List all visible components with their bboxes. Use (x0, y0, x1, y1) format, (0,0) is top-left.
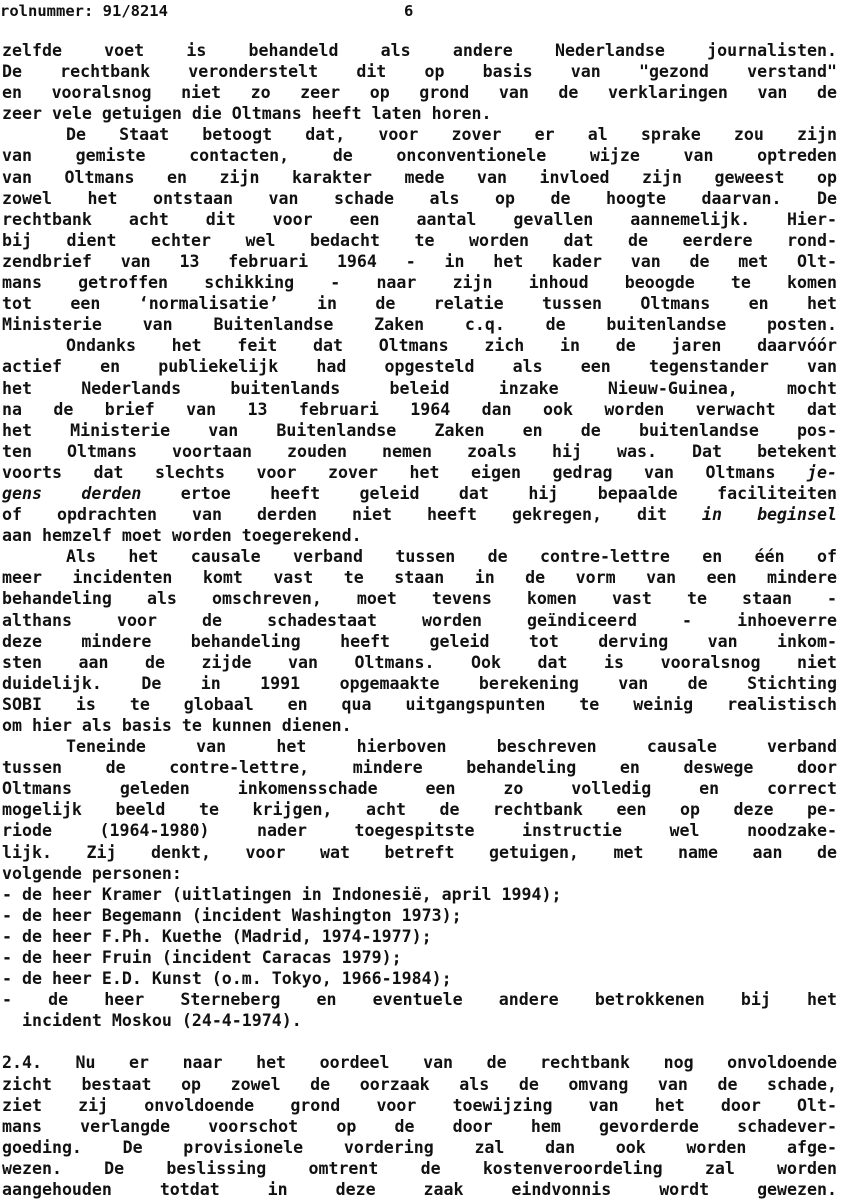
text-line-content: - de heer F.Ph. Kuethe (Madrid, 1974-1977); (2, 926, 432, 946)
text-line (2, 905, 837, 926)
text-line (2, 399, 837, 420)
text-line-content: - de heer Begemann (incident Washington 1973); (2, 905, 462, 925)
text-line-content: volgende personen: (2, 863, 182, 883)
text-line-content: goeding. De provisionele vordering zal dan ook worden afge- (2, 1137, 837, 1157)
text-line-content: tussen de contre-lettre, mindere behandeling en deswege door (2, 758, 837, 778)
text-line (2, 799, 837, 820)
text-line-content: mans getroffen schikking - naar zijn inhoud beoogde te komen (2, 273, 837, 293)
text-line (2, 820, 837, 841)
paragraph-gap (2, 1031, 837, 1052)
text-line-content: - de heer Kramer (uitlatingen in Indonesië, april 1994); (2, 884, 562, 904)
text-line (2, 694, 837, 715)
text-line (2, 356, 837, 377)
text-line-content: of opdrachten van derden niet heeft gekregen, dit (2, 505, 703, 525)
document-body (2, 40, 837, 1200)
text-line-content: behandeling als omschreven, moet tevens komen vast te staan - (2, 589, 837, 609)
text-line-content: zelfde voet is behandeld als andere Nederlandse journalisten. (2, 41, 837, 60)
text-line-content: tot een ‘normalisatie’ in de relatie tussen Oltmans en het (2, 294, 837, 314)
text-line (2, 103, 837, 124)
text-line-content: De rechtbank veronderstelt dit op basis van "gezond verstand" (2, 62, 837, 82)
text-line-content: incident Moskou (24-4-1974). (22, 1011, 302, 1031)
text-line-content: Ondanks het feit dat Oltmans zich in de jaren daarvóór (66, 336, 837, 356)
text-line-content: zowel het ontstaan van schade als op de hoogte daarvan. De (2, 188, 837, 208)
text-line-content: actief en publiekelijk had opgesteld als een tegenstander van (2, 357, 837, 377)
text-line-content: mans verlangde voorschot op de door hem gevorderde schadever- (2, 1116, 837, 1136)
text-line (2, 736, 837, 757)
text-line (2, 673, 837, 694)
text-line-content: - de heer Sterneberg en eventuele andere betrokkenen bij het (2, 990, 837, 1010)
text-line (2, 1179, 837, 1200)
text-line-content: na de brief van 13 februari 1964 dan ook worden verwacht dat (2, 399, 837, 419)
text-line-content: SOBI is te globaal en qua uitgangspunten te weinig realistisch (2, 694, 837, 714)
text-line-content: Teneinde van het hierboven beschreven causale verband (66, 737, 837, 757)
text-line-content: Oltmans geleden inkomensschade een zo volledig en correct (2, 779, 837, 799)
text-line (2, 1074, 837, 1095)
text-line (2, 335, 837, 356)
text-line (2, 378, 837, 399)
text-line (2, 947, 837, 968)
text-line (2, 293, 837, 314)
text-line-content: rechtbank acht dit voor een aantal gevallen aannemelijk. Hier- (2, 209, 837, 229)
text-line (2, 40, 837, 61)
emphasis-text: in beginsel (702, 505, 837, 525)
text-line-content: ten Oltmans voortaan zouden nemen zoals hij was. Dat betekent (2, 441, 837, 461)
emphasis-text: je- (807, 462, 837, 482)
text-line (2, 525, 837, 546)
text-line-content: Ministerie van Buitenlandse Zaken c.q. de buitenlandse posten. (2, 315, 837, 335)
text-line-content: en vooralsnog niet zo zeer op grond van de verklaringen van de (2, 83, 837, 103)
text-line (2, 61, 837, 82)
text-line-content: - de heer Fruin (incident Caracas 1979); (2, 948, 402, 968)
text-line (2, 1116, 837, 1137)
text-line (2, 167, 837, 188)
text-line (2, 842, 837, 863)
text-line (2, 188, 837, 209)
page-header (0, 0, 841, 22)
text-line-content: mogelijk beeld te krijgen, acht de rechtbank een op deze pe- (2, 800, 837, 820)
text-line (2, 778, 837, 799)
text-line (2, 1052, 837, 1073)
text-line (2, 314, 837, 335)
text-line (2, 652, 837, 673)
text-line (2, 588, 837, 609)
text-line (2, 968, 837, 989)
text-line (2, 863, 837, 884)
text-line (2, 631, 837, 652)
text-line (2, 462, 837, 483)
text-line (2, 567, 837, 588)
text-line (2, 272, 837, 293)
text-line (2, 884, 837, 905)
text-line (2, 757, 837, 778)
text-line-content: zendbrief van 13 februari 1964 - in het kader van de met Olt- (2, 251, 837, 271)
text-line-content: het Ministerie van Buitenlandse Zaken en de buitenlandse pos- (2, 420, 837, 440)
text-line-content: voorts dat slechts voor zover het eigen gedrag van Oltmans (2, 462, 808, 482)
text-line-content: zeer vele getuigen die Oltmans heeft laten horen. (2, 104, 492, 124)
text-line (2, 926, 837, 947)
text-line-content: althans voor de schadestaat worden geïndiceerd - inhoeverre (2, 610, 837, 630)
text-line-content: van gemiste contacten, de onconventionele wijze van optreden (2, 146, 837, 166)
text-line-content: van Oltmans en zijn karakter mede van invloed zijn geweest op (2, 167, 837, 187)
text-line-content: duidelijk. De in 1991 opgemaakte berekening van de Stichting (2, 673, 837, 693)
text-line-content: sten aan de zijde van Oltmans. Ook dat is vooralsnog niet (2, 652, 837, 672)
text-line (2, 209, 837, 230)
text-line (2, 1137, 837, 1158)
text-line (2, 546, 837, 567)
page-number: 6 (404, 2, 414, 20)
text-line-content: deze mindere behandeling heeft geleid tot derving van inkom- (2, 631, 837, 651)
text-line-content: Als het causale verband tussen de contre-lettre en één of (66, 547, 837, 567)
text-line (2, 989, 837, 1010)
text-line-content: zicht bestaat op zowel de oorzaak als de omvang van de schade, (2, 1074, 837, 1094)
text-line (2, 420, 837, 441)
text-line-content: ziet zij onvoldoende grond voor toewijzing van het door Olt- (2, 1095, 837, 1115)
text-line (2, 1010, 837, 1031)
case-number: rolnummer: 91/8214 (0, 2, 168, 20)
text-line-content: lijk. Zij denkt, voor wat betreft getuigen, met name aan de (2, 842, 837, 862)
text-line (2, 1095, 837, 1116)
text-line-content: riode (1964-1980) nader toegespitste instructie wel noodzake- (2, 821, 837, 841)
emphasis-text: gens derden (2, 483, 142, 503)
text-line-content: - de heer E.D. Kunst (o.m. Tokyo, 1966-1984); (2, 969, 452, 989)
text-line-content: De Staat betoogt dat, voor zover er al sprake zou zijn (66, 125, 837, 145)
text-line-content: wezen. De beslissing omtrent de kostenveroordeling zal worden (2, 1158, 837, 1178)
text-line-content: het Nederlands buitenlands beleid inzake Nieuw-Guinea, mocht (2, 378, 837, 398)
text-line (2, 483, 837, 504)
text-line (2, 124, 837, 145)
text-line-content: bij dient echter wel bedacht te worden dat de eerdere rond- (2, 230, 837, 250)
text-line-content: ertoe heeft geleid dat hij bepaalde faciliteiten (141, 483, 837, 503)
text-line (2, 504, 837, 525)
text-line-content: aangehouden totdat in deze zaak eindvonnis wordt gewezen. (2, 1179, 837, 1199)
text-line (2, 715, 837, 736)
text-line (2, 441, 837, 462)
text-line-content: aan hemzelf moet worden toegerekend. (2, 526, 362, 546)
text-line (2, 610, 837, 631)
text-line (2, 230, 837, 251)
text-line (2, 251, 837, 272)
text-line-content: 2.4. Nu er naar het oordeel van de rechtbank nog onvoldoende (2, 1053, 837, 1073)
text-line (2, 1158, 837, 1179)
text-line (2, 145, 837, 166)
text-line-content: meer incidenten komt vast te staan in de vorm van een mindere (2, 568, 837, 588)
text-line-content: om hier als basis te kunnen dienen. (2, 716, 352, 735)
text-line (2, 82, 837, 103)
